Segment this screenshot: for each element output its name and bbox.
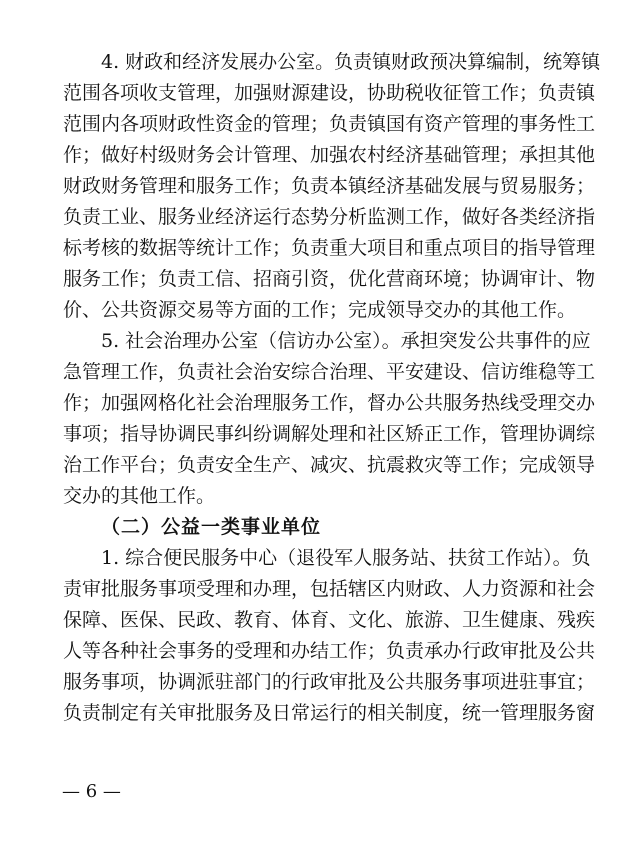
paragraph-line: 范围各项收支管理，加强财源建设，协助税收征管工作；负责镇 <box>63 82 596 104</box>
paragraph-line: 治工作平台；负责安全生产、减灾、抗震救灾等工作；完成领导 <box>63 454 596 476</box>
paragraph-line: 1. 综合便民服务中心（退役军人服务站、扶贫工作站）。负 <box>101 547 591 569</box>
paragraph-line: 负责工业、服务业经济运行态势分析监测工作，做好各类经济指 <box>63 206 596 228</box>
paragraph-line: 事项；指导协调民事纠纷调解处理和社区矫正工作，管理协调综 <box>63 423 596 445</box>
section-heading: （二）公益一类事业单位 <box>101 516 322 538</box>
paragraph-line: 急管理工作，负责社会治安综合治理、平安建设、信访维稳等工 <box>63 361 596 383</box>
page-number: — 6 — <box>62 781 121 802</box>
paragraph-line: 保障、医保、民政、教育、体育、文化、旅游、卫生健康、残疾 <box>63 609 596 631</box>
paragraph-line: 范围内各项财政性资金的管理；负责镇国有资产管理的事务性工 <box>63 113 596 135</box>
paragraph-line: 价、公共资源交易等方面的工作；完成领导交办的其他工作。 <box>63 299 577 321</box>
paragraph-line: 责审批服务事项受理和办理，包括辖区内财政、人力资源和社会 <box>63 578 596 600</box>
paragraph-line: 负责制定有关审批服务及日常运行的相关制度，统一管理服务窗 <box>63 702 596 724</box>
paragraph-line: 标考核的数据等统计工作；负责重大项目和重点项目的指导管理 <box>63 237 596 259</box>
paragraph-line: 财政财务管理和服务工作；负责本镇经济基础发展与贸易服务； <box>63 175 596 197</box>
paragraph-line: 服务事项，协调派驻部门的行政审批及公共服务事项进驻事宜； <box>63 671 596 693</box>
paragraph-line: 作；做好村级财务会计管理、加强农村经济基础管理；承担其他 <box>63 144 596 166</box>
paragraph-line: 交办的其他工作。 <box>63 485 216 507</box>
paragraph-line: 4. 财政和经济发展办公室。负责镇财政预决算编制，统筹镇 <box>101 51 601 73</box>
paragraph-line: 人等各种社会事务的受理和办结工作；负责承办行政审批及公共 <box>63 640 596 662</box>
paragraph-line: 作；加强网格化社会治理服务工作，督办公共服务热线受理交办 <box>63 392 596 414</box>
paragraph-line: 5. 社会治理办公室（信访办公室）。承担突发公共事件的应 <box>101 330 591 352</box>
paragraph-line: 服务工作；负责工信、招商引资，优化营商环境；协调审计、物 <box>63 268 596 290</box>
